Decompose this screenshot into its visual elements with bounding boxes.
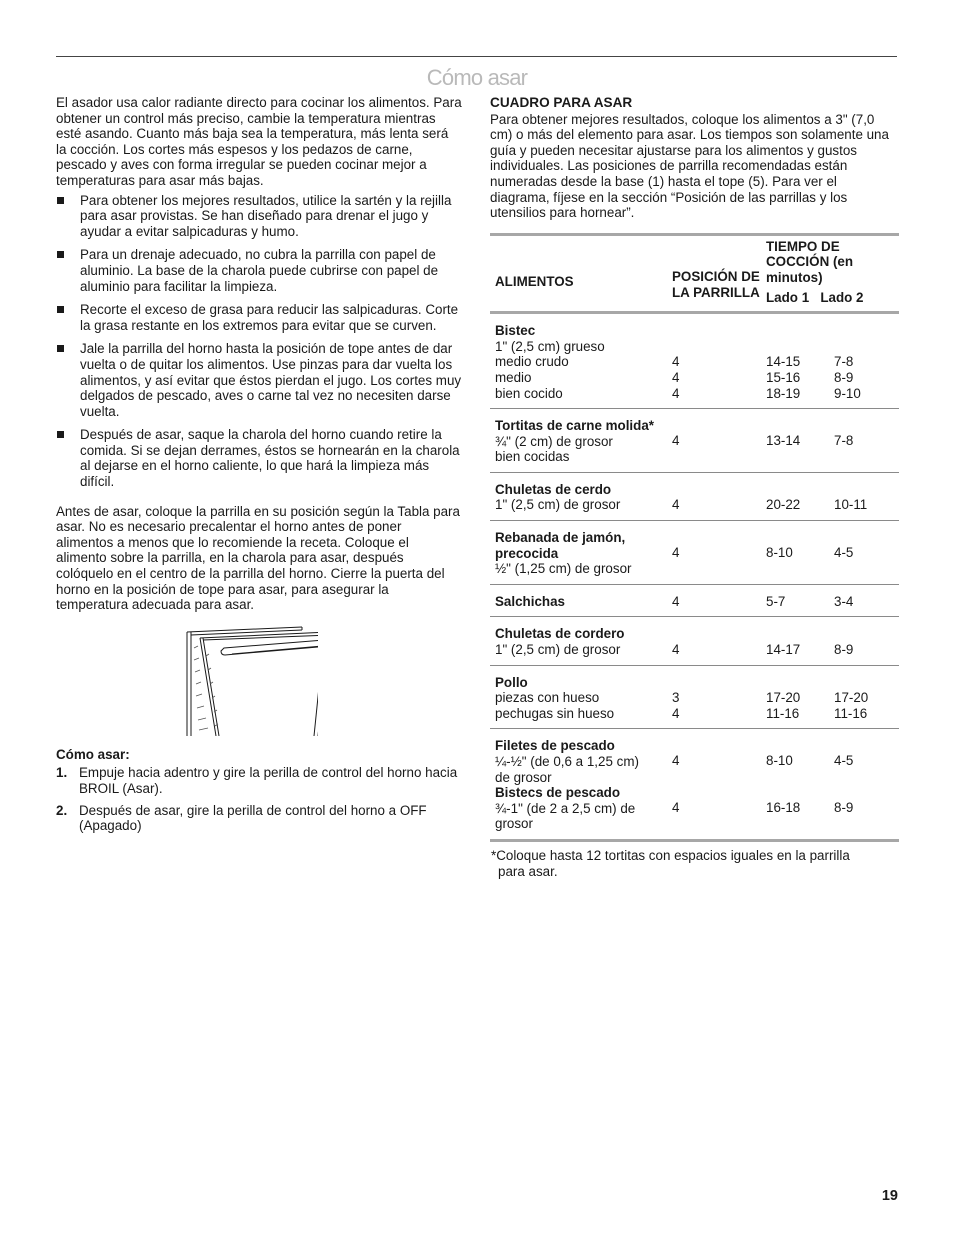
header-food: ALIMENTOS	[495, 273, 574, 289]
header-side-1: Lado 1	[766, 289, 810, 305]
table-row: Chuletas de cordero 1" (2,5 cm) de grosor 4 14-17 8-9	[490, 617, 899, 665]
table-row: Salchichas 4 5-7 3-4	[490, 584, 899, 617]
table-header-row	[490, 234, 899, 312]
header-time: TIEMPO DE COCCIÓN (en minutos) Lado 1 Lado 2	[766, 238, 864, 305]
right-column	[490, 95, 899, 879]
table-row: Rebanada de jamón, precocida ½" (1,25 cm) de grosor 4 8-10 4-5	[490, 521, 899, 585]
list-item: Para un drenaje adecuado, no cubra la parrilla con papel de aluminio. La base de la charola puede cubrirse con papel de aluminio para facilitar la limpieza.	[56, 247, 462, 294]
table-row: Filetes de pescado ¼-½" (de 0,6 a 1,25 cm) de grosor Bistecs de pescado ¾-1" (de 2 a 2,5 cm) de grosor 4 4 8-10 16-18 4-5 8-9	[490, 729, 899, 841]
table-row: Chuletas de cerdo 1" (2,5 cm) de grosor 4 20-22 10-11	[490, 472, 899, 520]
top-rule	[56, 56, 897, 57]
square-bullet-icon	[57, 197, 64, 204]
header-side-2: Lado 2	[820, 289, 864, 305]
table-footnote: *Coloque hasta 12 tortitas con espacios iguales en la parrilla para asar.	[491, 847, 850, 879]
list-item: Recorte el exceso de grasa para reducir las salpicaduras. Corte la grasa restante en los extremos para evitar que se curven.	[56, 302, 462, 333]
table-row: Bistec 1" (2,5 cm) grueso medio crudo medio bien cocido 4 4 4 14-15 15-16 18-19 7-8 8-9 9-10	[495, 323, 861, 401]
how-to-broil-heading: Cómo asar:	[56, 746, 130, 762]
square-bullet-icon	[57, 431, 64, 438]
broil-chart-table	[490, 233, 899, 842]
list-item: Para obtener los mejores resultados, utilice la sartén y la rejilla para asar provistas. Se han diseñado para drenar el jugo y ayudar a evitar salpicaduras y humo.	[56, 193, 462, 240]
broil-chart-heading: CUADRO PARA ASAR	[490, 95, 633, 110]
list-item: Después de asar, saque la charola del horno cuando retire la comida. Si se dejan derrames, éstos se hornearán en la charola al dejarse en el horno caliente, lo que hará la limpieza más difícil.	[56, 427, 462, 489]
steps-list	[56, 765, 462, 833]
broil-chart-intro: Para obtener mejores resultados, coloque los alimentos a 3" (7,0 cm) o más del elemento para asar. Los tiempos son solamente una guía y pueden necesitar ajustarse para los alimentos y gustos individuales. Las posiciones de parrilla recomendadas están numeradas desde la base (1) hasta el tope (5). Para ver el diagrama, fíjese en la sección “Posición de las parrillas y los utensilios para hornear”.	[490, 111, 889, 221]
square-bullet-icon	[57, 306, 64, 313]
square-bullet-icon	[57, 345, 64, 352]
page-title: Cómo asar	[426, 65, 528, 90]
page-number: 19	[881, 1188, 898, 1204]
left-column	[56, 95, 462, 840]
list-item: 2. Después de asar, gire la perilla de control del horno a OFF (Apagado)	[56, 802, 427, 834]
tips-list	[56, 193, 462, 490]
list-item: 1. Empuje hacia adentro y gire la perilla de control del horno hacia BROIL (Asar).	[56, 765, 458, 796]
before-broil-paragraph: Antes de asar, coloque la parrilla en su posición según la Tabla para asar. No es necesario precalentar el horno antes de poner alimentos a menos que lo recomiende la receta. Coloque el alimento sobre la parrilla, en la charola para asar, después colóquelo en el centro de la parrilla del horno. Cierre la puerta del horno en la posición de tope para asar, para asegurar la temperatura adecuada para asar.	[56, 503, 460, 613]
oven-door-illustration	[184, 626, 318, 736]
intro-paragraph: El asador usa calor radiante directo para cocinar los alimentos. Para obtener un control más preciso, cambie la temperatura mientras esté asando. Cuanto más baja sea la temperatura, más lenta será la cocción. Los cortes más espesos y los pedazos de carne, pescado y aves con forma irregular se pueden cocinar mejor a temperaturas para asar más bajas.	[56, 95, 462, 188]
header-position: POSICIÓN DE LA PARRILLA	[672, 268, 760, 300]
list-item: Jale la parrilla del horno hasta la posición de tope antes de dar vuelta o de quitar los alimentos. Use pinzas para dar vuelta los alimentos, y así evitar que éstos pierdan el jugo. Los cortes muy delgados de pescado, aves o carne tal vez no necesiten darse vuelta.	[56, 341, 462, 419]
square-bullet-icon	[57, 251, 64, 258]
table-row: Tortitas de carne molida* ¾" (2 cm) de grosor bien cocidas 4 13-14 7-8	[490, 409, 899, 473]
table-row: Pollo piezas con hueso pechugas sin hueso 3 4 17-20 11-16 17-20 11-16	[490, 665, 899, 729]
